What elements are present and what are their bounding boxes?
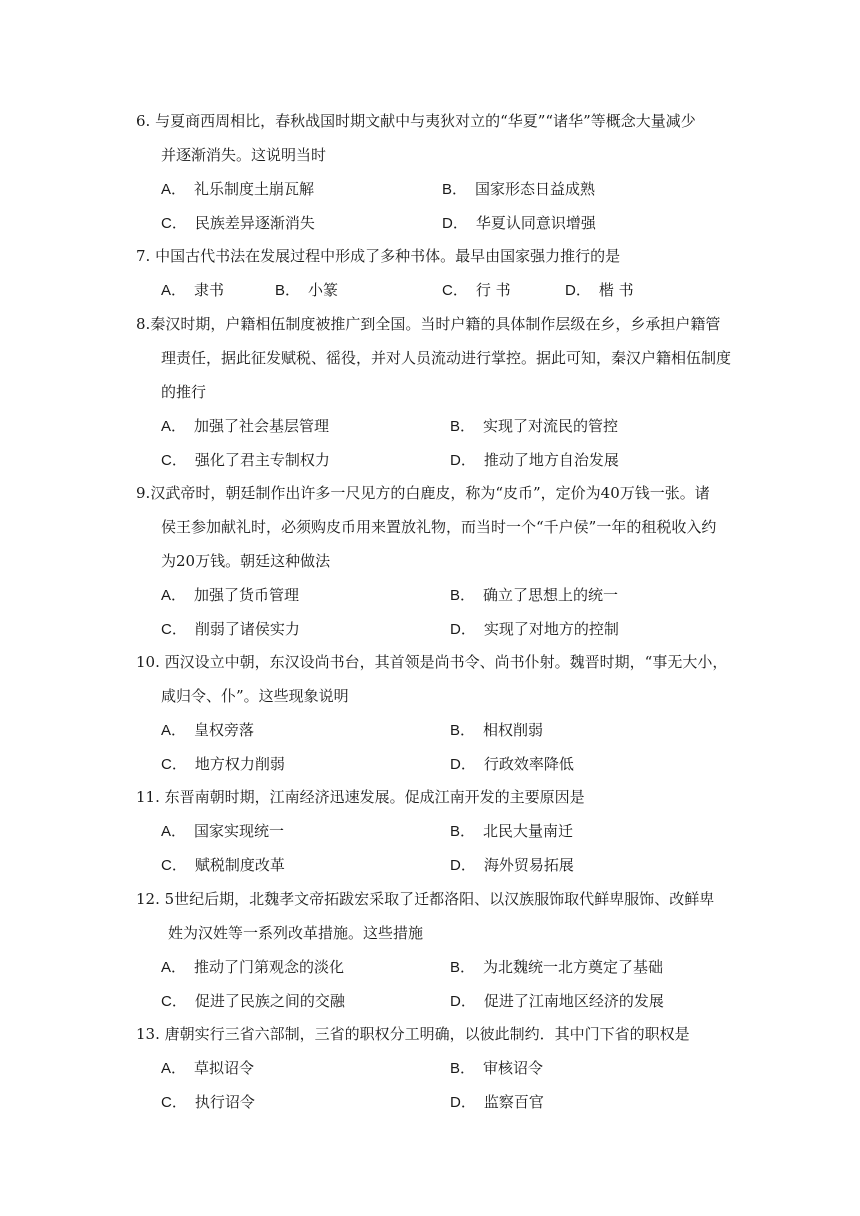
option-label: C． — [442, 282, 468, 299]
stem-text: 5世纪后期，北魏孝文帝拓跋宏采取了迁都洛阳、以汉族服饰取代鲜卑服饰、改鲜卑 — [164, 890, 715, 908]
option-a — [161, 814, 284, 849]
option-d — [442, 206, 596, 241]
option-c — [161, 747, 285, 782]
options-row — [136, 984, 736, 1018]
option-label: C． — [161, 621, 187, 638]
option-label: C． — [161, 993, 187, 1010]
option-label: B． — [450, 959, 476, 976]
option-text: 强化了君主专制权力 — [194, 451, 330, 469]
option-label: B． — [450, 1060, 476, 1077]
option-text: 行 书 — [475, 281, 511, 299]
question-stem — [136, 780, 736, 814]
question-number: 11. — [136, 788, 160, 806]
stem-line: 姓为汉姓等一系列改革措施。这些措施 — [168, 924, 424, 942]
question-stem — [136, 307, 736, 409]
option-b — [442, 172, 595, 207]
stem-line — [136, 780, 736, 814]
stem-text: 唐朝实行三省六部制，三省的职权分工明确，以彼此制约．其中门下省的职权是 — [164, 1025, 690, 1043]
option-text: 行政效率降低 — [483, 755, 574, 773]
question-8 — [136, 307, 736, 477]
options-row — [136, 409, 736, 443]
question-13 — [136, 1017, 736, 1119]
question-stem — [136, 104, 736, 172]
option-label: C． — [161, 1094, 187, 1111]
question-stem — [136, 882, 736, 950]
question-number: 12. — [136, 890, 160, 908]
option-text: 实现了对流民的管控 — [483, 417, 619, 435]
question-11 — [136, 780, 736, 882]
option-label: A． — [161, 722, 187, 739]
options-row — [136, 1085, 736, 1119]
option-label: A． — [161, 181, 187, 198]
options-row — [136, 848, 736, 882]
option-text: 国家形态日益成熟 — [475, 180, 596, 198]
stem-line — [136, 104, 736, 138]
question-stem — [136, 1017, 736, 1051]
option-text: 促进了民族之间的交融 — [194, 992, 345, 1010]
option-text: 相权削弱 — [483, 721, 544, 739]
option-label: B． — [275, 282, 301, 299]
option-c — [161, 1085, 255, 1120]
option-a — [161, 713, 254, 748]
stem-text: 汉武帝时，朝廷制作出许多一尺见方的白鹿皮，称为“皮币”，定价为40万钱一张。诸 — [150, 484, 710, 502]
stem-text: 与夏商西周相比，春秋战国时期文献中与夷狄对立的“华夏”“诸华”等概念大量减少 — [155, 112, 696, 130]
option-label: B． — [450, 722, 476, 739]
question-number: 13. — [136, 1025, 160, 1043]
option-label: B． — [450, 418, 476, 435]
stem-line: 理责任，据此征发赋税、徭役，并对人员流动进行掌控。据此可知，秦汉户籍相伍制度 — [161, 349, 732, 367]
options-row — [136, 206, 736, 240]
option-label: D． — [565, 282, 591, 299]
option-text: 草拟诏令 — [194, 1059, 255, 1077]
option-c — [161, 443, 330, 478]
stem-line: 并逐渐消失。这说明当时 — [161, 146, 327, 164]
option-label: D． — [450, 857, 476, 874]
option-text: 小篆 — [308, 281, 339, 299]
option-text: 北民大量南迁 — [483, 822, 574, 840]
option-a — [161, 950, 344, 985]
option-label: B． — [442, 181, 468, 198]
option-text: 皇权旁落 — [194, 721, 255, 739]
option-label: D． — [450, 621, 476, 638]
options-row — [136, 273, 736, 307]
option-label: C． — [161, 452, 187, 469]
option-label: C． — [161, 756, 187, 773]
stem-line — [136, 307, 736, 341]
option-label: A． — [161, 823, 187, 840]
question-10 — [136, 645, 736, 781]
option-label: B． — [450, 587, 476, 604]
stem-line: 的推行 — [161, 383, 207, 401]
option-d — [450, 848, 574, 883]
options-row — [136, 578, 736, 612]
option-b — [450, 578, 618, 613]
option-text: 加强了社会基层管理 — [194, 417, 330, 435]
option-d — [450, 1085, 544, 1120]
option-a — [161, 409, 329, 444]
option-text: 确立了思想上的统一 — [483, 586, 619, 604]
question-number: 8. — [136, 315, 151, 333]
option-text: 楷 书 — [598, 281, 634, 299]
option-text: 礼乐制度土崩瓦解 — [194, 180, 315, 198]
question-number: 7. — [136, 247, 151, 265]
options-row — [136, 172, 736, 206]
option-c — [442, 273, 511, 308]
option-label: A． — [161, 418, 187, 435]
option-a — [161, 1051, 254, 1086]
option-c — [161, 612, 300, 647]
stem-line — [136, 1017, 736, 1051]
option-text: 为北魏统一北方奠定了基础 — [483, 958, 664, 976]
question-number: 10. — [136, 653, 160, 671]
option-label: B． — [450, 823, 476, 840]
stem-line — [136, 476, 736, 510]
stem-text: 中国古代书法在发展过程中形成了多种书体。最早由国家强力推行的是 — [155, 247, 621, 265]
options-row — [136, 1051, 736, 1085]
stem-line: 咸归令、仆”。这些现象说明 — [161, 687, 349, 705]
question-12 — [136, 882, 736, 1018]
option-label: A． — [161, 959, 187, 976]
option-text: 海外贸易拓展 — [483, 856, 574, 874]
question-number: 9. — [136, 484, 151, 502]
option-text: 审核诏令 — [483, 1059, 544, 1077]
option-label: C． — [161, 215, 187, 232]
option-text: 执行诏令 — [194, 1093, 255, 1111]
stem-text: 秦汉时期，户籍相伍制度被推广到全国。当时户籍的具体制作层级在乡，乡承担户籍管 — [150, 315, 721, 333]
option-d — [450, 984, 664, 1019]
stem-text: 西汉设立中朝，东汉设尚书台，其首领是尚书令、尚书仆射。魏晋时期，“事无大小， — [164, 653, 728, 671]
option-text: 国家实现统一 — [194, 822, 285, 840]
option-d — [450, 747, 574, 782]
option-b — [450, 409, 618, 444]
option-label: A． — [161, 1060, 187, 1077]
question-stem — [136, 239, 736, 273]
option-a — [161, 273, 224, 308]
option-b — [450, 713, 543, 748]
option-d — [565, 273, 634, 308]
option-label: D． — [442, 215, 468, 232]
option-text: 削弱了诸侯实力 — [194, 620, 300, 638]
option-label: D． — [450, 1094, 476, 1111]
option-b — [450, 1051, 543, 1086]
option-label: D． — [450, 452, 476, 469]
question-stem — [136, 645, 736, 713]
option-text: 推动了门第观念的淡化 — [194, 958, 345, 976]
options-row — [136, 443, 736, 477]
question-number: 6. — [136, 112, 151, 130]
option-text: 推动了地方自治发展 — [483, 451, 619, 469]
option-label: A． — [161, 587, 187, 604]
option-label: D． — [450, 756, 476, 773]
stem-text: 东晋南朝时期，江南经济迅速发展。促成江南开发的主要原因是 — [164, 788, 585, 806]
options-row — [136, 747, 736, 781]
option-c — [161, 206, 315, 241]
option-b — [450, 950, 663, 985]
option-text: 监察百官 — [483, 1093, 544, 1111]
question-stem — [136, 476, 736, 578]
question-9 — [136, 476, 736, 646]
option-a — [161, 578, 299, 613]
option-label: C． — [161, 857, 187, 874]
option-c — [161, 848, 285, 883]
option-b — [275, 273, 338, 308]
option-text: 华夏认同意识增强 — [475, 214, 596, 232]
stem-line — [136, 239, 736, 273]
option-label: A． — [161, 282, 187, 299]
option-label: D． — [450, 993, 476, 1010]
stem-line: 侯王参加献礼时，必须购皮币用来置放礼物，而当时一个“千户侯”一年的租税收入约 — [161, 518, 717, 536]
option-text: 隶书 — [194, 281, 225, 299]
options-row — [136, 950, 736, 984]
option-b — [450, 814, 573, 849]
option-d — [450, 443, 619, 478]
question-6 — [136, 104, 736, 240]
option-text: 加强了货币管理 — [194, 586, 300, 604]
options-row — [136, 713, 736, 747]
option-c — [161, 984, 345, 1019]
question-7 — [136, 239, 736, 307]
option-a — [161, 172, 314, 207]
options-row — [136, 814, 736, 848]
option-d — [450, 612, 619, 647]
option-text: 实现了对地方的控制 — [483, 620, 619, 638]
option-text: 地方权力削弱 — [194, 755, 285, 773]
option-text: 促进了江南地区经济的发展 — [483, 992, 664, 1010]
stem-line — [136, 645, 736, 679]
stem-line: 为20万钱。朝廷这种做法 — [161, 552, 331, 570]
options-row — [136, 612, 736, 646]
option-text: 赋税制度改革 — [194, 856, 285, 874]
stem-line — [136, 882, 736, 916]
option-text: 民族差异逐渐消失 — [194, 214, 315, 232]
